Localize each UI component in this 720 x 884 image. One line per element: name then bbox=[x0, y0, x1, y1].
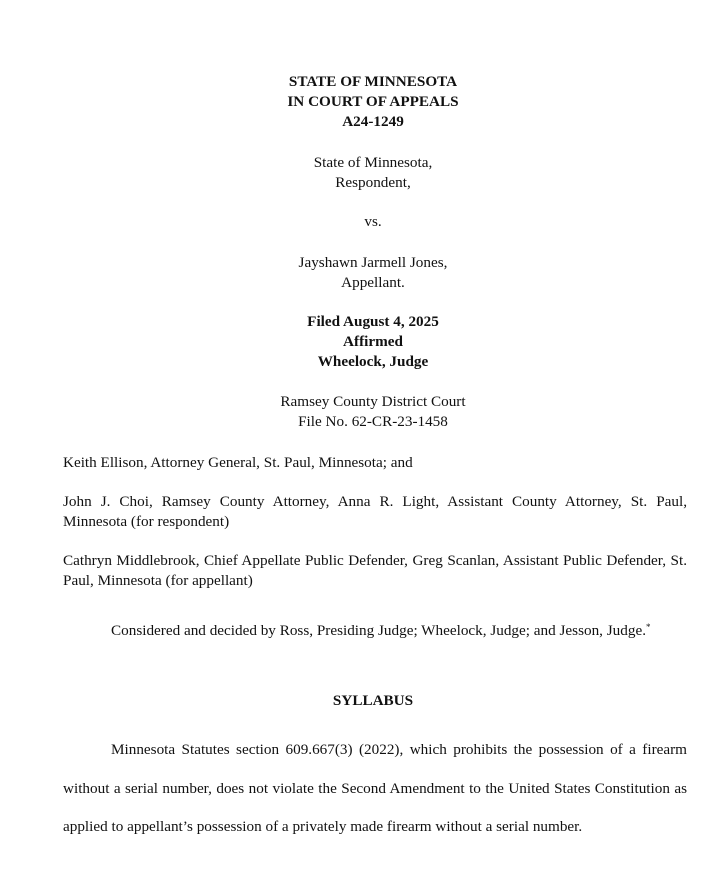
state-heading: STATE OF MINNESOTA bbox=[288, 73, 458, 90]
counsel-appellant: Cathryn Middlebrook, Chief Appellate Public Defender, Greg Scanlan, Assistant Public Defender, St. Paul, Minnesota (for appellant) bbox=[63, 552, 687, 589]
respondent-name: State of Minnesota, bbox=[313, 154, 433, 171]
lower-court-block bbox=[0, 392, 720, 432]
case-caption bbox=[0, 72, 720, 132]
counsel-attorney-general: Keith Ellison, Attorney General, St. Paul, Minnesota; and bbox=[63, 454, 413, 471]
lower-court-name: Ramsey County District Court bbox=[280, 393, 466, 410]
court-heading: IN COURT OF APPEALS bbox=[287, 93, 459, 110]
filed-date: Filed August 4, 2025 bbox=[307, 313, 439, 330]
panel-text: Considered and decided by Ross, Presiding Judge; Wheelock, Judge; and Jesson, Judge. bbox=[111, 622, 646, 639]
disposition: Affirmed bbox=[343, 333, 403, 350]
filing-info bbox=[0, 312, 720, 372]
syllabus-heading: SYLLABUS bbox=[332, 692, 414, 709]
appellant-role: Appellant. bbox=[341, 274, 405, 291]
authoring-judge: Wheelock, Judge bbox=[317, 353, 429, 370]
docket-number: A24-1249 bbox=[342, 113, 404, 130]
footnote-marker: * bbox=[646, 622, 651, 632]
versus: vs. bbox=[364, 213, 382, 230]
syllabus-text: Minnesota Statutes section 609.667(3) (2022), which prohibits the possession of a firearm without a serial number, does not violate the Second Amendment to the United States Constitution as applied to appellant’s possession of a privately made firearm without a serial number. bbox=[63, 741, 687, 835]
counsel-respondent: John J. Choi, Ramsey County Attorney, Anna R. Light, Assistant County Attorney, St. Paul, Minnesota (for respondent) bbox=[63, 493, 687, 530]
appellant-block bbox=[0, 253, 720, 293]
panel-statement bbox=[63, 611, 687, 651]
lower-court-file-number: File No. 62-CR-23-1458 bbox=[298, 413, 448, 430]
respondent-role: Respondent, bbox=[335, 174, 411, 191]
respondent-block bbox=[0, 153, 720, 193]
appellant-name: Jayshawn Jarmell Jones, bbox=[298, 254, 448, 271]
